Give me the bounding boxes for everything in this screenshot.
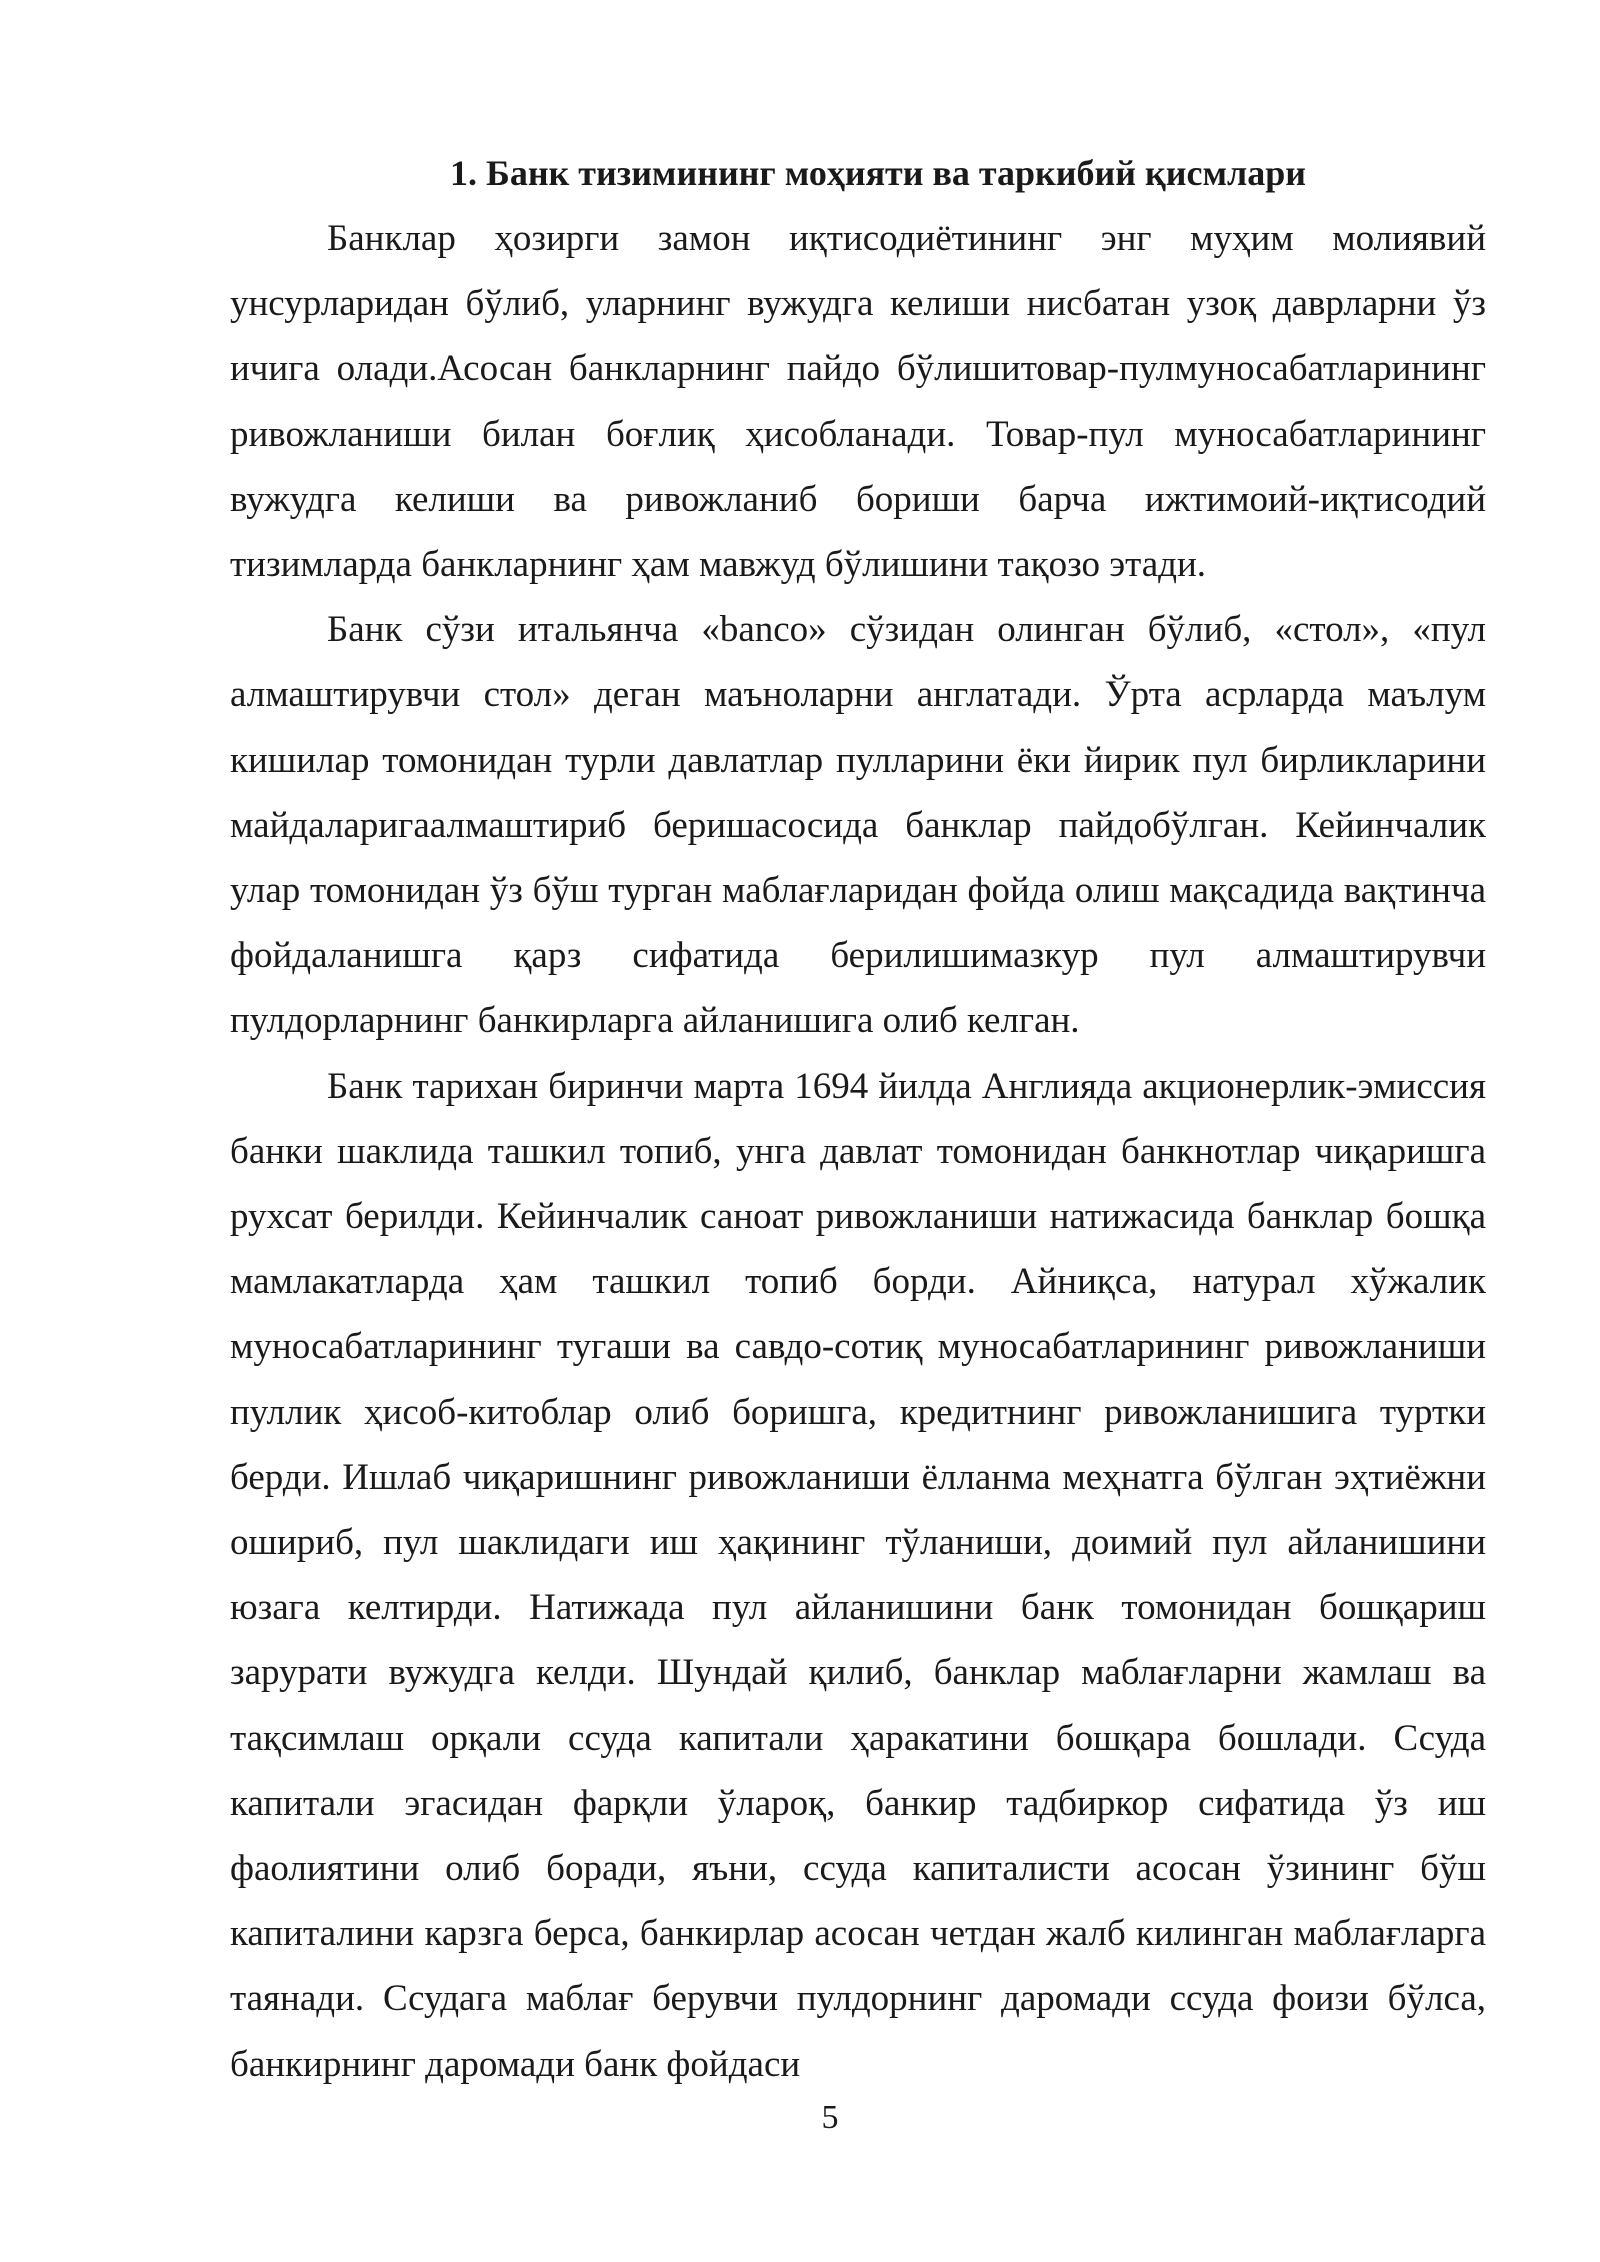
paragraph-1: Банклар ҳозирги замон иқтисодиётининг энг муҳим молиявий унсурларидан бўлиб, уларнинг вужудга келиши нисбатан узоқ даврларни ўз ичига олади.Асосан банкларнинг пайдо бўлишитовар-пулмуносабатларининг ривожланиши билан боғлиқ ҳисобланади. Товар-пул муносабатларининг вужудга келиши ва ривожланиб бориши барча ижтимоий-иқтисодий тизимларда банкларнинг ҳам мавжуд бўлишини тақозо этади. [230, 218, 1486, 586]
paragraph-3: Банк тарихан биринчи марта 1694 йилда Англияда акционерлик-эмиссия банки шаклида ташкил топиб, унга давлат томонидан банкнотлар чиқаришга рухсат берилди. Кейинчалик саноат ривожланиши натижасида банклар бошқа мамлакатларда ҳам ташкил топиб борди. Айниқса, натурал хўжалик муносабатларининг тугаши ва савдо-сотиқ муносабатларининг ривожланиши пуллик ҳисоб-китоблар олиб боришга, кредитнинг ривожланишига туртки берди. Ишлаб чиқаришнинг ривожланиши ёлланма меҳнатга бўлган эҳтиёжни ошириб, пул шаклидаги иш ҳақининг тўланиши, доимий пул айланишини юзага келтирди. Натижада пул айланишини банк томонидан бошқариш зарурати вужудга келди. Шундай қилиб, банклар маблағларни жамлаш ва тақсимлаш орқали ссуда капитали ҳаракатини бошқара бошлади. Ссуда капитали эгасидан фарқли ўлароқ, банкир тадбиркор сифатида ўз иш фаолиятини олиб боради, яъни, ссуда капиталисти асосан ўзининг бўш капиталини карзга берса, банкирлар асосан четдан жалб килинган маблағларга таянади. Ссудага маблағ берувчи пулдорнинг даромади ссуда фоизи бўлса, банкирнинг даромади банк фойдаси [230, 1065, 1486, 2085]
paragraph-2: Банк сўзи итальянча «banco» сўзидан олинган бўлиб, «стол», «пул алмаштирувчи стол» деган маъноларни англатади. Ўрта асрларда маълум кишилар томонидан турли давлатлар пулларини ёки йирик пул бирликларини майдаларигаалмаштириб беришасосида банклар пайдобўлган. Кейинчалик улар томонидан ўз бўш турган маблағларидан фойда олиш мақсадида вақтинча фойдаланишга қарз сифатида берилишимазкур пул алмаштирувчи пулдорларнинг банкирларга айланишига олиб келган. [230, 609, 1486, 1042]
page-number: 5 [821, 2099, 839, 2136]
section-heading: 1. Банк тизимининг моҳияти ва таркибий қисмлари [450, 153, 1306, 193]
document-page [230, 140, 1486, 2097]
